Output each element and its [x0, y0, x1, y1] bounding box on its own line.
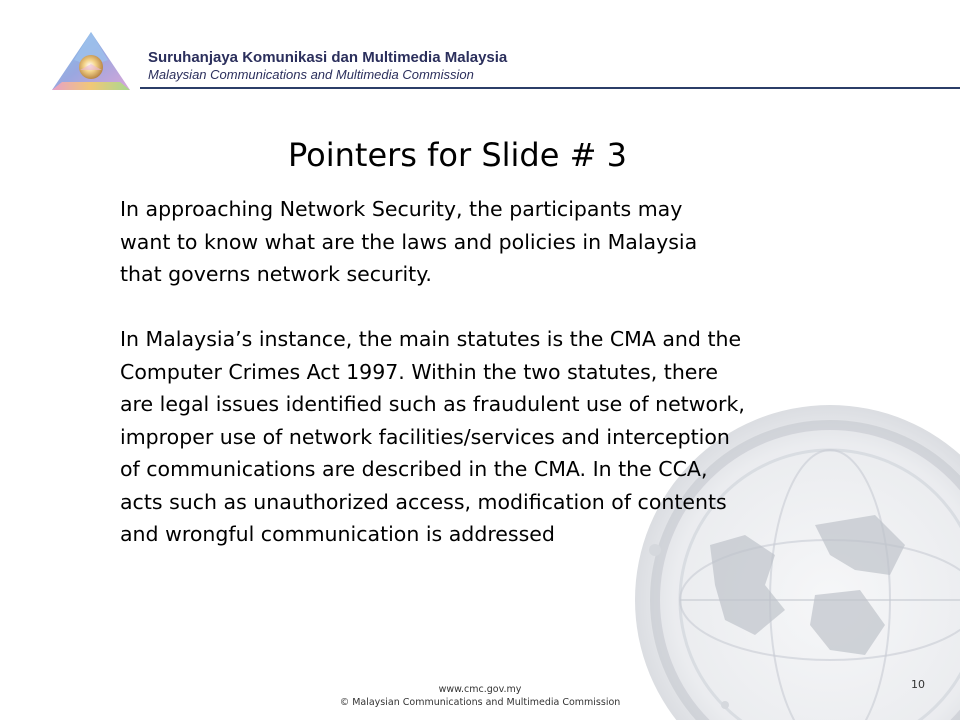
footer-url-link[interactable]: www.cmc.gov.my — [438, 684, 522, 695]
organization-name: Suruhanjaya Komunikasi dan Multimedia Malaysia — [148, 49, 508, 66]
page-number: 10 — [911, 678, 925, 691]
footer-copyright: © Malaysian Communications and Multimedia Commission — [339, 697, 621, 708]
mcmc-logo-icon — [50, 30, 132, 92]
slide-title: Pointers for Slide # 3 — [288, 136, 627, 174]
paragraph-statutes: In Malaysia’s instance, the main statutes is the CMA and the Computer Crimes Act 1997. Within the two statutes, there are legal issues identified such as fraudulent use of network, improper use of network facilities/services and interception of communications are described in the CMA. In the CCA, acts such as unauthorized access, modification of contents and wrongful communication is addressed — [120, 327, 745, 546]
organization-name-english: Malaysian Communications and Multimedia Commission — [148, 67, 474, 82]
header-divider — [140, 87, 960, 89]
paragraph-intro: In approaching Network Security, the participants may want to know what are the laws and policies in Malaysia that governs network security. — [120, 197, 698, 286]
slide-body — [120, 193, 860, 551]
